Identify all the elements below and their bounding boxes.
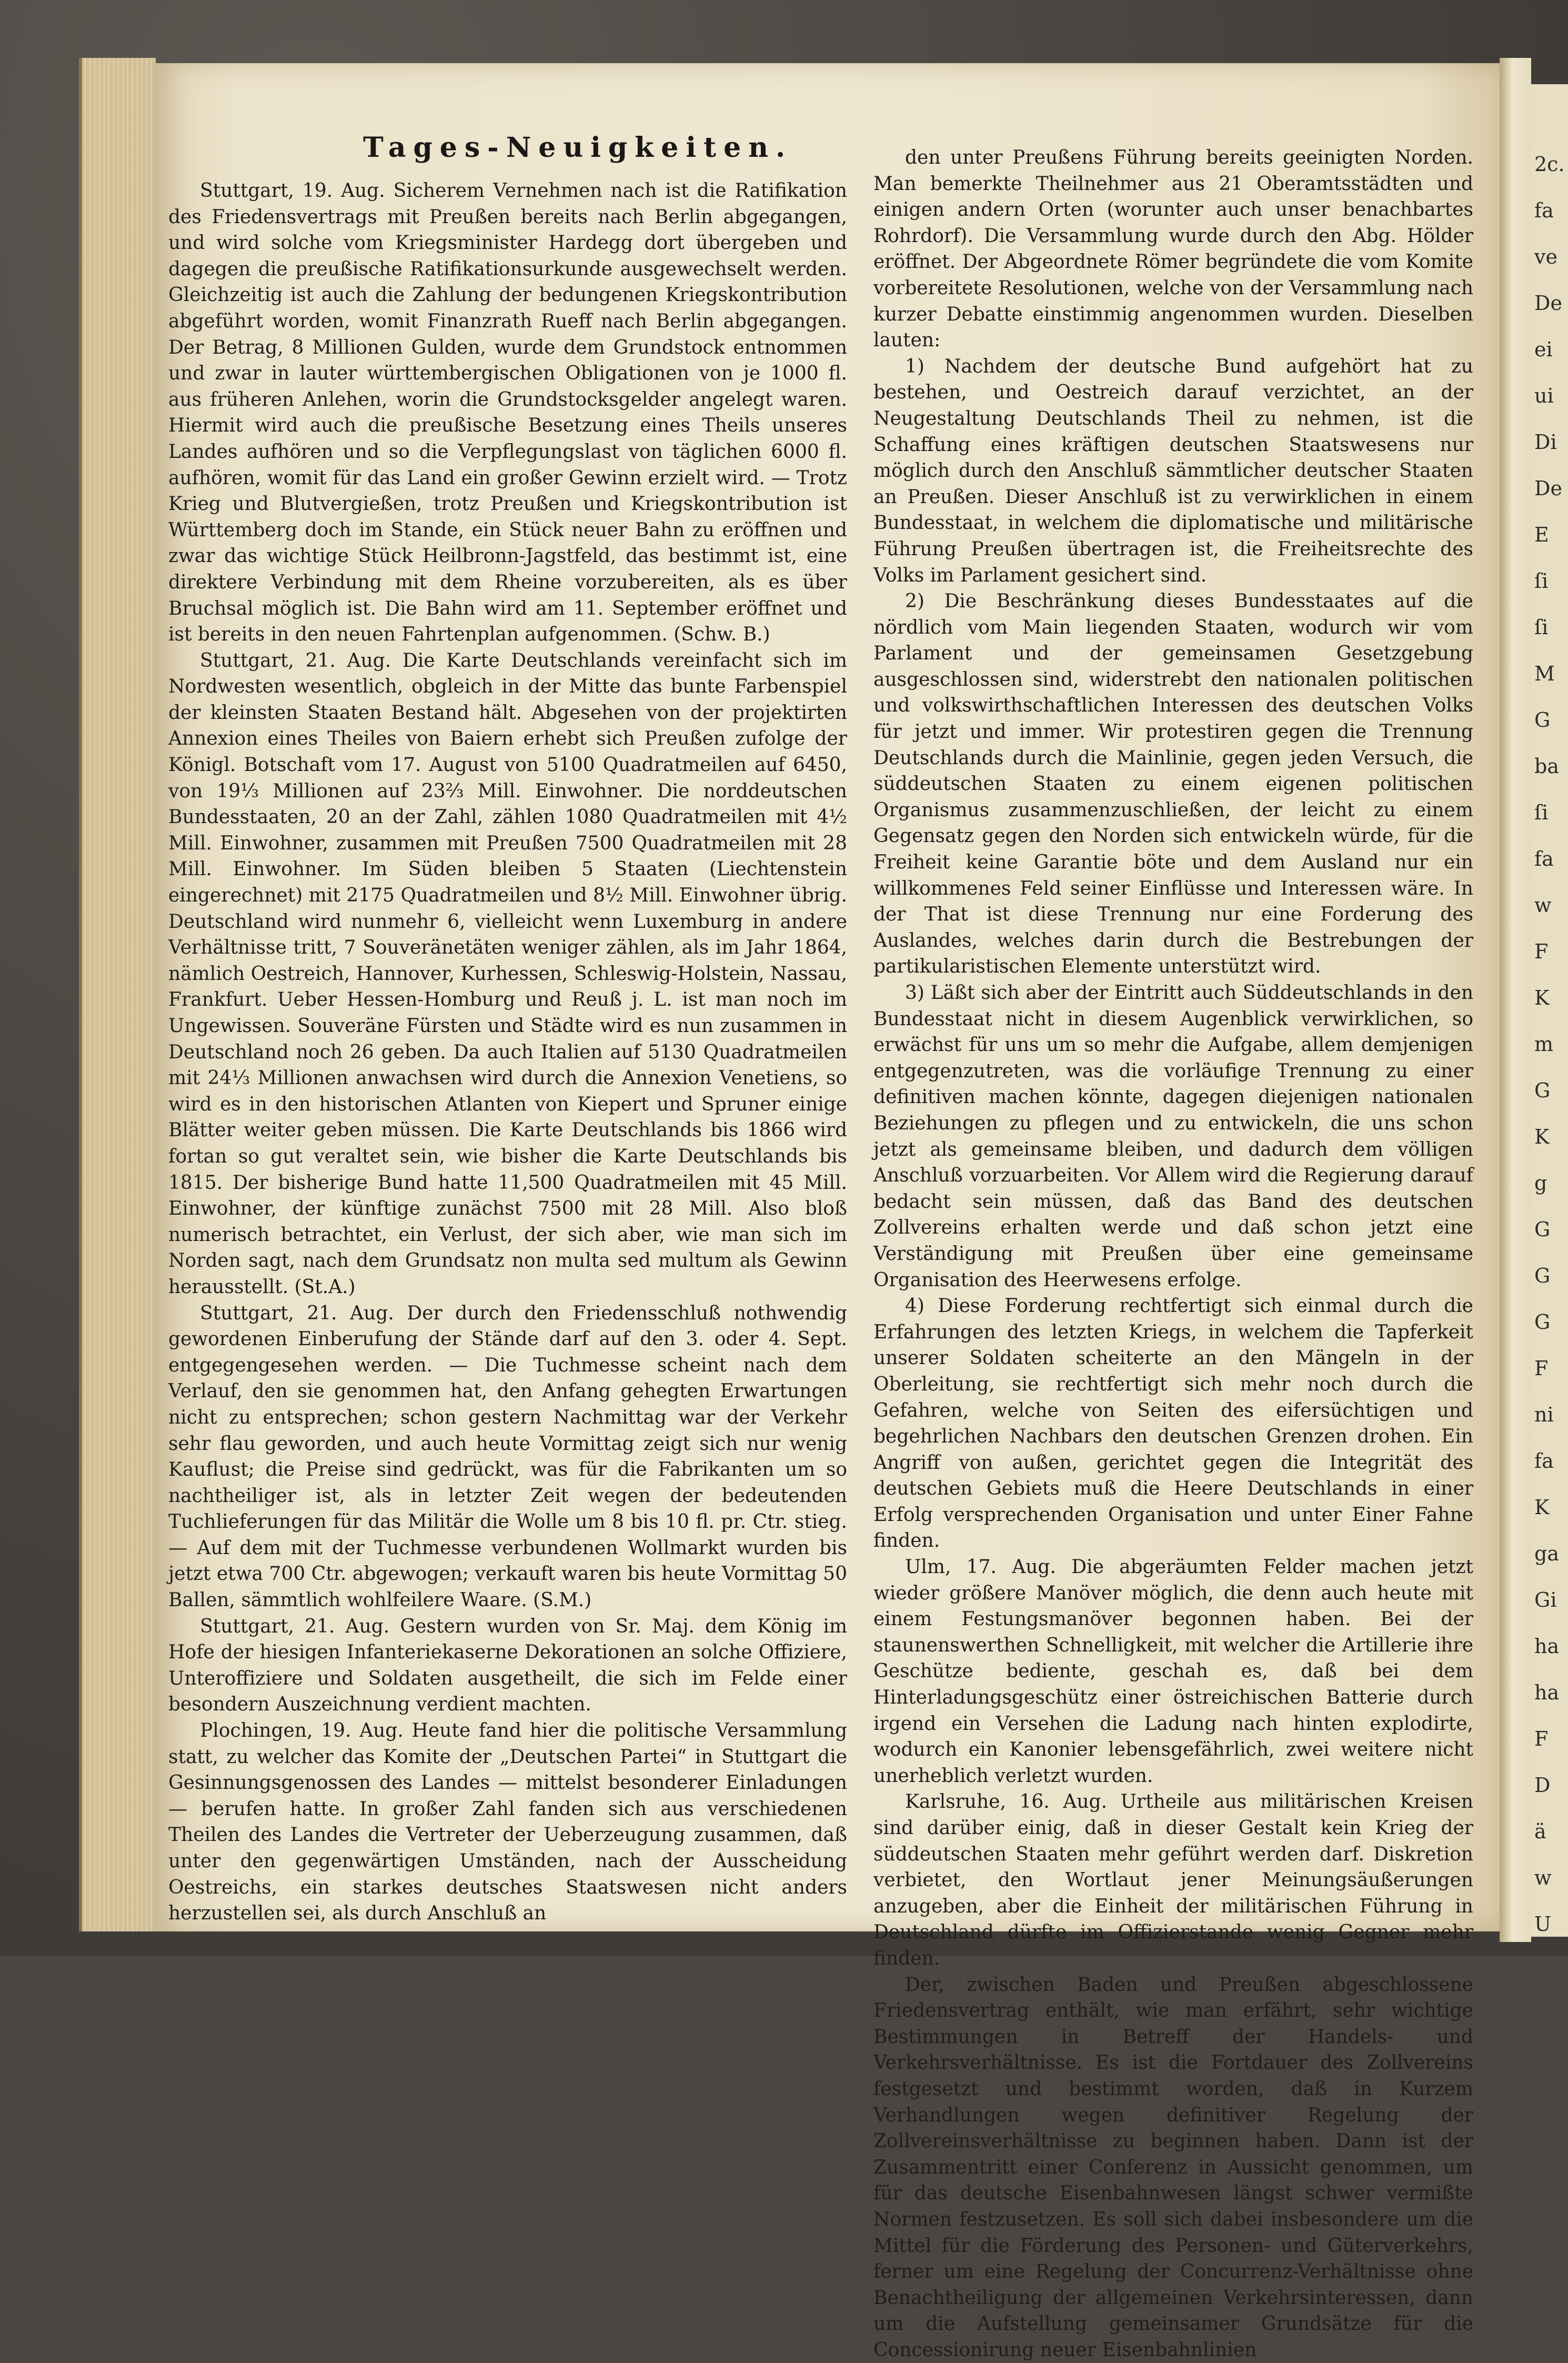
edge-fragment: fa <box>1534 1449 1554 1473</box>
left-column-paragraph: Stuttgart, 19. Aug. Sicherem Vernehmen nach ist die Ratifikation des Friedensvertrags mit Preußen bereits nach Berlin abgegangen, und wird solche vom Kriegsminister Hardegg dort übergeben und dagegen die preußische Ratifikationsurkunde ausgewechselt werden. Gleichzeitig ist auch die Zahlung der bedungenen Kriegskontribution abgeführt worden, womit Finanzrath Rueff nach Berlin abgegangen. Der Betrag, 8 Millionen Gulden, wurde dem Grundstock entnommen und zwar in lauter württembergischen Obligationen von je 1000 fl. aus früheren Anlehen, worin die Grundstocksgelder angelegt waren. Hiermit wird auch die preußische Besetzung eines Theils unseres Landes aufhören und so die Verpflegungslast von täglichen 6000 fl. aufhören, womit für das Land ein großer Gewinn erzielt wird. — Trotz Krieg und Blutvergießen, trotz Preußen und Kriegskontribution ist Württemberg doch im Stande, ein Stück neuer Bahn zu eröffnen und zwar das wichtige Stück Heilbronn-Jagstfeld, das bestimmt ist, eine direktere Verbindung mit dem Rheine vorzubereiten, als es über Bruchsal möglich ist. Die Bahn wird am 11. September eröffnet und ist bereits in den neuen Fahrtenplan aufgenommen. (Schw. B.) <box>168 180 847 646</box>
edge-fragment: Di <box>1534 430 1557 454</box>
edge-fragment: De <box>1534 292 1562 315</box>
edge-fragment: De <box>1534 477 1562 500</box>
edge-fragment: ſi <box>1534 616 1549 639</box>
edge-fragment: m <box>1534 1033 1554 1056</box>
edge-fragment: G <box>1534 1079 1551 1102</box>
edge-fragment: ei <box>1534 338 1553 361</box>
edge-fragment: M <box>1534 662 1555 685</box>
edge-fragment: G <box>1534 1264 1551 1287</box>
edge-fragment: ni <box>1534 1403 1554 1426</box>
right-column-paragraph: 2) Die Beschränkung dieses Bundesstaates auf die nördlich vom Main liegenden Staaten, wodurch wir vom Parlament und der gemeinsamen Gesetzgebung ausgeschlossen sind, widerstrebt den nationalen politischen und volkswirthschaftlichen Interessen des deutschen Volks für jetzt und immer. Wir protestiren gegen die Trennung Deutschlands durch die Mainlinie, gegen jeden Versuch, die süddeutschen Staaten zu einem eigenen politischen Organismus zusammenzuschließen, der leicht zu einem Gegensatz gegen den Norden sich entwickeln würde, für die Freiheit keine Garantie böte und dem Ausland nur ein willkommenes Feld seiner Einflüsse und Interessen wäre. In der That ist diese Trennung nur eine Forderung des Auslandes, welches darin durch die Bestrebungen der partikularistischen Elemente unterstützt wird. <box>873 590 1473 978</box>
edge-fragment: ä <box>1534 1820 1546 1843</box>
edge-fragment: G <box>1534 708 1551 732</box>
edge-fragment: ui <box>1534 384 1554 407</box>
edge-fragment: U <box>1534 1913 1552 1936</box>
left-column-paragraph: Stuttgart, 21. Aug. Gestern wurden von Sr. Maj. dem König im Hofe der hiesigen Infanteriekaserne Dekorationen an solche Offiziere, Unteroffiziere und Soldaten ausgetheilt, die sich im Felde einer besondern Auszeichnung verdient machten. <box>168 1615 847 1716</box>
facing-page-fragments <box>1531 84 1568 1937</box>
edge-fragment: g <box>1534 1172 1547 1195</box>
edge-fragment: K <box>1534 986 1550 1009</box>
book-gutter <box>1500 58 1531 1942</box>
edge-fragment: F <box>1534 940 1549 963</box>
right-column-paragraph: 1) Nachdem der deutsche Bund aufgehört hat zu bestehen, und Oestreich darauf verzichtet, an der Neugestaltung Deutschlands Theil zu nehmen, ist die Schaffung eines kräftigen deutschen Staatswesens nur möglich durch den Anschluß sämmtlicher deutscher Staaten an Preußen. Dieser Anschluß ist zu verwirklichen in einem Bundesstaat, in welchem die diplomatische und militärische Führung Preußen übertragen ist, die Freiheitsrechte des Volks im Parlament gesichert sind. <box>873 355 1473 586</box>
edge-fragment: Gi <box>1534 1588 1557 1611</box>
edge-fragment: ſi <box>1534 569 1549 593</box>
edge-fragment: F <box>1534 1357 1549 1380</box>
right-column <box>873 145 1473 2361</box>
edge-fragment: F <box>1534 1727 1549 1750</box>
right-column-paragraph: Ulm, 17. Aug. Die abgeräumten Felder machen jetzt wieder größere Manöver möglich, die denn auch heute mit einem Festungsmanöver begonnen haben. Bei der staunenswerthen Schnelligkeit, mit welcher die Artillerie ihre Geschütze bediente, geschah es, daß bei dem Hinterladungsgeschütz einer östreichischen Batterie durch irgend ein Versehen die Ladung nach hinten explodirte, wodurch ein Kanonier lebensgefährlich, zwei weitere nicht unerheblich verletzt wurden. <box>873 1556 1473 1787</box>
edge-fragment: G <box>1534 1310 1551 1334</box>
edge-fragment: ba <box>1534 755 1559 778</box>
edge-fragment: fa <box>1534 199 1554 222</box>
left-column-paragraph: Plochingen, 19. Aug. Heute fand hier die politische Versammlung statt, zu welcher das Komite der „Deutschen Partei“ in Stuttgart die Gesinnungsgenossen des Landes — mittelst besonderer Einladungen — berufen hatte. In großer Zahl fanden sich aus verschiedenen Theilen des Landes die Vertreter der Ueberzeugung zusammen, daß unter den gegenwärtigen Umständen, nach der Ausscheidung Oestreichs, ein starkes deutsches Staatswesen nicht anders herzustellen sei, als durch Anschluß an <box>168 1720 847 1925</box>
right-column-paragraph: 4) Diese Forderung rechtfertigt sich einmal durch die Erfahrungen des letzten Kriegs, in welchem die Tapferkeit unserer Soldaten scheiterte an den Mängeln in der Oberleitung, sie rechtfertigt sich mehr noch durch die Gefahren, welche von Seiten des eifersüchtigen und begehrlichen Nachbars den deutschen Grenzen drohen. Ein Angriff von außen, gerichtet gegen die Integrität des deutschen Gebiets muß die Heere Deutschlands in einer Erfolg versprechenden Organisation und unter Einer Fahne finden. <box>873 1295 1473 1552</box>
edge-fragment: K <box>1534 1496 1550 1519</box>
right-column-paragraph: den unter Preußens Führung bereits geeinigten Norden. Man bemerkte Theilnehmer aus 21 Oberamtsstädten und einigen andern Orten (worunter auch unser benachbartes Rohrdorf). Die Versammlung wurde durch den Abg. Hölder eröffnet. Der Abgeordnete Römer begründete die vom Komite vorbereitete Resolutionen, welche von der Versammlung nach kurzer Debatte einstimmig angenommen wurden. Dieselben lauten: <box>873 147 1473 352</box>
edge-fragment: G <box>1534 1218 1551 1241</box>
facing-page-edge <box>1531 84 1568 1937</box>
edge-fragment: ha <box>1534 1635 1560 1658</box>
edge-fragment: w <box>1534 894 1552 917</box>
section-heading: Tages-Neuigkeiten. <box>363 132 793 164</box>
right-column-paragraph: Der, zwischen Baden und Preußen abgeschlossene Friedensvertrag enthält, wie man erfährt, sehr wichtige Bestimmungen in Betreff der Handels- und Verkehrsverhältnisse. Es ist die Fortdauer des Zollvereins festgesetzt und bestimmt worden, daß in Kurzem Verhandlungen wegen definitiver Regelung der Zollvereinsverhältnisse zu beginnen haben. Dann ist der Zusammentritt einer Conferenz in Aussicht genommen, um für das deutsche Eisenbahnwesen längst schwer vermißte Normen festzusetzen. Es soll sich dabei insbesondere um die Mittel für die Förderung des Personen- und Güterverkehrs, ferner um eine Regelung der Concurrenz-Verhältnisse ohne Benachtheiligung der allgemeinen Verkehrsinteressen, dann um die Aufstellung gemeinsamer Grundsätze für die Concessionirung neuer Eisenbahnlinien <box>873 1974 1473 2361</box>
edge-fragment: w <box>1534 1866 1552 1889</box>
edge-fragment: ha <box>1534 1681 1560 1704</box>
left-column-paragraph: Stuttgart, 21. Aug. Die Karte Deutschlands vereinfacht sich im Nordwesten wesentlich, obgleich in der Mitte das bunte Farbenspiel der kleinsten Staaten Bestand hält. Abgesehen von der projektirten Annexion eines Theiles von Baiern erhebt sich Preußen zufolge der Königl. Botschaft vom 17. August von 5100 Quadratmeilen auf 6450, von 19⅓ Millionen auf 23⅔ Mill. Einwohner. Die norddeutschen Bundesstaaten, 20 an der Zahl, zählen 1080 Quadratmeilen mit 4½ Mill. Einwohner, zusammen mit Preußen 7500 Quadratmeilen mit 28 Mill. Einwohner. Im Süden bleiben 5 Staaten (Liechtenstein eingerechnet) mit 2175 Quadratmeilen und 8½ Mill. Einwohner übrig. Deutschland wird nunmehr 6, vielleicht wenn Luxemburg in andere Verhältnisse tritt, 7 Souveränetäten weniger zählen, als im Jahr 1864, nämlich Oestreich, Hannover, Kurhessen, Schleswig-Holstein, Nassau, Frankfurt. Ueber Hessen-Homburg und Reuß j. L. ist man noch im Ungewissen. Souveräne Fürsten und Städte wird es nun zusammen in Deutschland noch 26 geben. Da auch Italien auf 5130 Quadratmeilen mit 24⅓ Millionen anwachsen wird durch die Annexion Venetiens, so wird es in den historischen Atlanten von Kiepert und Spruner einige Blätter weiter geben müssen. Die Karte Deutschlands bis 1866 wird fortan so gut veraltet sein, wie bisher die Karte Deutschlands bis 1815. Der bisherige Bund hatte 11,500 Quadratmeilen mit 45 Mill. Einwohner, der künftige zunächst 7500 mit 28 Mill. Also bloß numerisch betrachtet, ein Verlust, der sich aber, wie man sich im Norden sagt, nach dem Grundsatz non multa sed multum als Gewinn herausstellt. (St.A.) <box>168 649 847 1298</box>
edge-fragment: ga <box>1534 1542 1559 1565</box>
right-column-paragraph: 3) Läßt sich aber der Eintritt auch Süddeutschlands in den Bundesstaat nicht in diesem Augenblick verwirklichen, so erwächst für uns um so mehr die Aufgabe, allem demjenigen entgegenzutreten, was die vorläufige Trennung zu einer definitiven machen könnte, dagegen diejenigen nationalen Beziehungen zu pflegen und zu entwickeln, die uns schon jetzt als gemeinsame bleiben, und dadurch dem völligen Anschluß vorzuarbeiten. Vor Allem wird die Regierung darauf bedacht sein müssen, daß das Band des deutschen Zollvereins erhalten werde und daß schon jetzt eine Verständigung mit Preußen über eine gemeinsame Organisation des Heerwesens erfolge. <box>873 982 1473 1291</box>
edge-fragment: E <box>1534 523 1549 546</box>
edge-fragment: D <box>1534 1774 1551 1797</box>
left-column <box>168 132 847 1957</box>
edge-fragment: fa <box>1534 847 1554 870</box>
edge-fragment: ſi <box>1534 801 1549 824</box>
book-page-edges <box>79 58 156 1931</box>
edge-fragment: K <box>1534 1125 1550 1148</box>
edge-fragment: ve <box>1534 245 1557 268</box>
left-column-paragraph: Stuttgart, 21. Aug. Der durch den Friedensschluß nothwendig gewordenen Einberufung der Stände darf auf den 3. oder 4. Sept. entgegengesehen werden. — Die Tuchmesse scheint nach dem Verlauf, den sie genommen hat, den Anfang gehegten Erwartungen nicht zu entsprechen; schon gestern Nachmittag war der Verkehr sehr flau geworden, und auch heute Vormittag zeigt sich nur wenig Kauflust; die Preise sind gedrückt, was für die Fabrikanten um so nachtheiliger ist, als in letzter Zeit wegen der bedeutenden Tuchlieferungen für das Militär die Wolle um 8 bis 10 fl. pr. Ctr. stieg. — Auf dem mit der Tuchmesse verbundenen Wollmarkt wurden bis jetzt etwa 700 Ctr. abgewogen; verkauft waren bis heute Vormittag 50 Ballen, sämmtlich wohlfeilere Waare. (S.M.) <box>168 1302 847 1611</box>
edge-fragment: 2c. <box>1534 153 1565 176</box>
right-column-paragraph: Karlsruhe, 16. Aug. Urtheile aus militärischen Kreisen sind darüber einig, daß in dieser Gestalt kein Krieg der süddeutschen Staaten mehr geführt werden darf. Diskretion verbietet, den Wortlaut jener Meinungsäußerungen anzugeben, aber die Einheit der militärischen Führung in Deutschland dürfte im Offizierstande wenig Gegner mehr finden. <box>873 1791 1473 1969</box>
